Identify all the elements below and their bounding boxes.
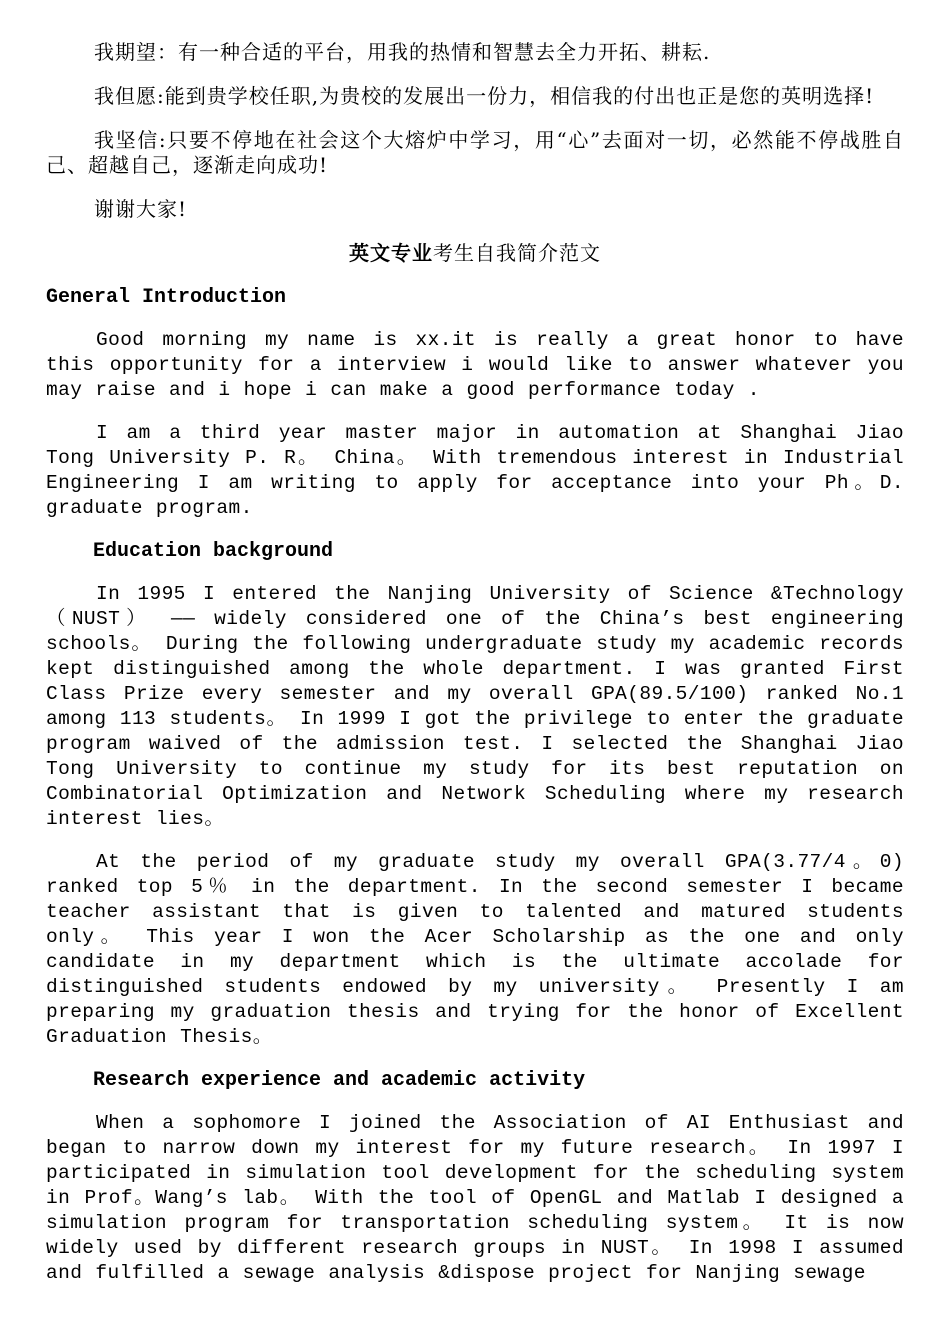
paragraph-intro: I am a third year master major in automation at Shanghai Jiao Tong University P. R。 China。 With tremendous interest in Industrial Engineering I am writing to apply for acceptance into your Ph。D. graduate program. [46, 422, 904, 519]
cn-paragraph-expectation: 我期望：有一种合适的平台，用我的热情和智慧去全力开拓、耕耘. [94, 40, 711, 64]
paragraph-research: When a sophomore I joined the Association of AI Enthusiast and began to narrow down my interest for my future research。 In 1997 I participated in simulation tool development for the scheduling system in Prof。Wang’s lab。 With the tool of OpenGL and Matlab I designed a simulation program for transportation scheduling system。 It is now widely used by different research groups in NUST。 In 1998 I assumed and fulfilled a sewage analysis &dispose project for Nanjing sewage [46, 1112, 904, 1284]
paragraph-graduate: At the period of my graduate study my overall GPA(3.77/4。0) ranked top 5％ in the department. In the second semester I became teacher assistant that is given to talented and matured students only。 This year I won the Acer Scholarship as the one and only candidate in my department which is the ultimate accolade for distinguished students endowed by my university。 Presently I am preparing my graduation thesis and trying for the honor of Excellent Graduation Thesis。 [46, 851, 904, 1048]
paragraph-greeting: Good morning my name is xx.it is really a great honor to have this opportunity for a interview i would like to answer whatever you may raise and i hope i can make a good performance today . [46, 329, 904, 401]
heading-research-experience: Research experience and academic activity [93, 1069, 586, 1092]
paragraph-undergraduate: In 1995 I entered the Nanjing University of Science &Technology（NUST） —— widely considered one of the China’s best engineering schools。 During the following undergraduate study my academic records kept distinguished among the whole department. I was granted First Class Prize every semester and my overall GPA(89.5/100) ranked No.1 among 113 students。 In 1999 I got the privilege to enter the graduate program waived of the admission test. I selected the Shanghai Jiao Tong University to continue my study for its best reputation on Combinatorial Optimization and Network Scheduling where my research interest lies。 [46, 583, 904, 830]
document-title [46, 241, 904, 266]
heading-education-background: Education background [93, 540, 334, 563]
cn-paragraph-thanks: 谢谢大家! [94, 197, 188, 221]
document-title-bold: 英文专业 [349, 241, 433, 265]
document-title-rest: 考生自我简介范文 [433, 241, 601, 265]
cn-paragraph-wish: 我但愿:能到贵学校任职,为贵校的发展出一份力，相信我的付出也正是您的英明选择! [94, 84, 875, 108]
heading-general-introduction: General Introduction [46, 286, 287, 309]
cn-paragraph-belief: 我坚信:只要不停地在社会这个大熔炉中学习，用“心”去面对一切，必然能不停战胜自己、超越自己，逐渐走向成功! [46, 128, 904, 177]
document-page [46, 40, 904, 1304]
